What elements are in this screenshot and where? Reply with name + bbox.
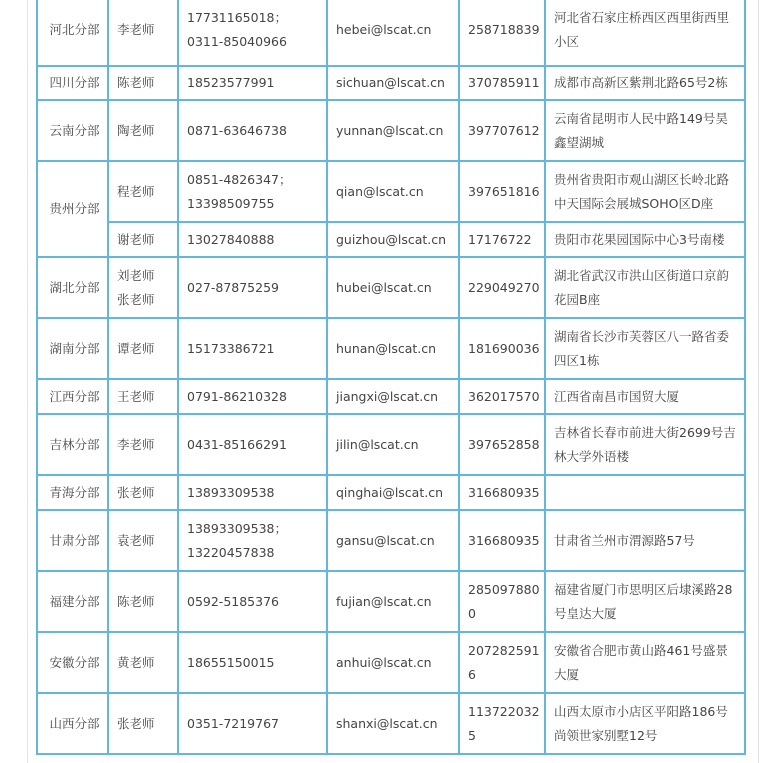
teacher-name: 王老师 [117, 388, 155, 404]
qq-cell: 229049270 [459, 257, 545, 318]
teacher-name: 谭老师 [117, 340, 155, 356]
table-row [37, 161, 745, 222]
address-cell: 贵州省贵阳市观山湖区长岭北路中天国际会展城SOHO区D座 [545, 161, 745, 222]
email-cell: hebei@lscat.cn [327, 0, 459, 66]
qq-cell: 258718839 [459, 0, 545, 66]
address-cell [545, 475, 745, 510]
email-cell: hubei@lscat.cn [327, 257, 459, 318]
phone-cell: 13893309538；13220457838 [178, 510, 327, 571]
teacher-cell [108, 632, 178, 693]
qq-cell: 397651816 [459, 161, 545, 222]
teacher-cell [108, 66, 178, 100]
teacher-cell [108, 222, 178, 257]
branch-cell: 青海分部 [37, 475, 108, 510]
address-cell: 山西太原市小店区平阳路186号尚领世家别墅12号 [545, 693, 745, 754]
address-cell: 江西省南昌市国贸大厦 [545, 379, 745, 414]
address-cell: 甘肃省兰州市渭源路57号 [545, 510, 745, 571]
phone-cell: 17731165018；0311-85040966 [178, 0, 327, 66]
branch-cell: 甘肃分部 [37, 510, 108, 571]
branch-cell: 湖南分部 [37, 318, 108, 379]
teacher-name: 陈老师 [117, 593, 155, 609]
email-cell: yunnan@lscat.cn [327, 100, 459, 161]
phone-cell: 0851-4826347；13398509755 [178, 161, 327, 222]
phone-cell: 15173386721 [178, 318, 327, 379]
teacher-name: 张老师 [117, 291, 155, 307]
branch-cell: 四川分部 [37, 66, 108, 100]
phone-cell: 0351-7219767 [178, 693, 327, 754]
phone-cell: 18523577991 [178, 66, 327, 100]
branch-cell: 吉林分部 [37, 414, 108, 475]
table-row [37, 66, 745, 100]
teacher-cell [108, 571, 178, 632]
teacher-cell [108, 257, 178, 318]
qq-cell: 370785911 [459, 66, 545, 100]
teacher-cell [108, 318, 178, 379]
table-row [37, 693, 745, 754]
teacher-name: 刘老师 [117, 267, 155, 283]
phone-cell: 0791-86210328 [178, 379, 327, 414]
teacher-cell [108, 693, 178, 754]
table-row [37, 632, 745, 693]
teacher-name: 李老师 [117, 21, 155, 37]
branch-cell: 福建分部 [37, 571, 108, 632]
email-cell: jilin@lscat.cn [327, 414, 459, 475]
address-cell: 成都市高新区紫荆北路65号2栋 [545, 66, 745, 100]
phone-cell: 0871-63646738 [178, 100, 327, 161]
address-cell: 湖南省长沙市芙蓉区八一路省委四区1栋 [545, 318, 745, 379]
address-cell: 福建省厦门市思明区后埭溪路28号皇达大厦 [545, 571, 745, 632]
table-row [37, 510, 745, 571]
teacher-cell [108, 414, 178, 475]
teacher-cell [108, 161, 178, 222]
qq-cell: 316680935 [459, 510, 545, 571]
email-cell: hunan@lscat.cn [327, 318, 459, 379]
email-cell: jiangxi@lscat.cn [327, 379, 459, 414]
teacher-name: 谢老师 [117, 231, 155, 247]
email-cell: anhui@lscat.cn [327, 632, 459, 693]
email-cell: fujian@lscat.cn [327, 571, 459, 632]
qq-cell: 397652858 [459, 414, 545, 475]
phone-cell: 0431-85166291 [178, 414, 327, 475]
phone-cell: 13893309538 [178, 475, 327, 510]
phone-cell: 027-87875259 [178, 257, 327, 318]
qq-cell: 17176722 [459, 222, 545, 257]
branch-cell: 贵州分部 [37, 161, 108, 257]
qq-cell: 362017570 [459, 379, 545, 414]
teacher-cell [108, 100, 178, 161]
teacher-name: 程老师 [117, 183, 155, 199]
table-row [37, 318, 745, 379]
teacher-name: 陈老师 [117, 75, 155, 90]
branch-contacts-table [36, 0, 746, 755]
branch-cell: 江西分部 [37, 379, 108, 414]
qq-cell: 316680935 [459, 475, 545, 510]
address-cell: 湖北省武汉市洪山区街道口京韵花园B座 [545, 257, 745, 318]
table-row [37, 414, 745, 475]
email-cell: guizhou@lscat.cn [327, 222, 459, 257]
teacher-name: 张老师 [117, 715, 155, 731]
teacher-name: 陶老师 [117, 122, 155, 138]
address-cell: 云南省昆明市人民中路149号昊鑫望湖城 [545, 100, 745, 161]
email-cell: qian@lscat.cn [327, 161, 459, 222]
address-cell: 贵阳市花果园国际中心3号南楼 [545, 222, 745, 257]
email-cell: sichuan@lscat.cn [327, 66, 459, 100]
address-cell: 河北省石家庄桥西区西里街西里小区 [545, 0, 745, 66]
teacher-name: 袁老师 [117, 532, 155, 548]
email-cell: shanxi@lscat.cn [327, 693, 459, 754]
address-cell: 安徽省合肥市黄山路461号盛景大厦 [545, 632, 745, 693]
table-row [37, 571, 745, 632]
qq-cell: 2850978800 [459, 571, 545, 632]
table-row [37, 0, 745, 66]
phone-cell: 0592-5185376 [178, 571, 327, 632]
table-row [37, 257, 745, 318]
phone-cell: 13027840888 [178, 222, 327, 257]
email-cell: gansu@lscat.cn [327, 510, 459, 571]
table-row [37, 222, 745, 257]
teacher-cell [108, 475, 178, 510]
teacher-name: 李老师 [117, 436, 155, 452]
table-row [37, 100, 745, 161]
qq-cell: 181690036 [459, 318, 545, 379]
address-cell: 吉林省长春市前进大街2699号吉林大学外语楼 [545, 414, 745, 475]
qq-cell: 397707612 [459, 100, 545, 161]
teacher-name: 黄老师 [117, 654, 155, 670]
branch-cell: 云南分部 [37, 100, 108, 161]
phone-cell: 18655150015 [178, 632, 327, 693]
branch-cell: 山西分部 [37, 693, 108, 754]
table-row [37, 475, 745, 510]
teacher-cell [108, 510, 178, 571]
email-cell: qinghai@lscat.cn [327, 475, 459, 510]
table-row [37, 379, 745, 414]
qq-cell: 2072825916 [459, 632, 545, 693]
branch-cell: 河北分部 [37, 0, 108, 66]
qq-cell: 1137220325 [459, 693, 545, 754]
teacher-cell [108, 0, 178, 66]
branch-cell: 安徽分部 [37, 632, 108, 693]
branch-cell: 湖北分部 [37, 257, 108, 318]
teacher-name: 张老师 [117, 484, 155, 500]
teacher-cell [108, 379, 178, 414]
